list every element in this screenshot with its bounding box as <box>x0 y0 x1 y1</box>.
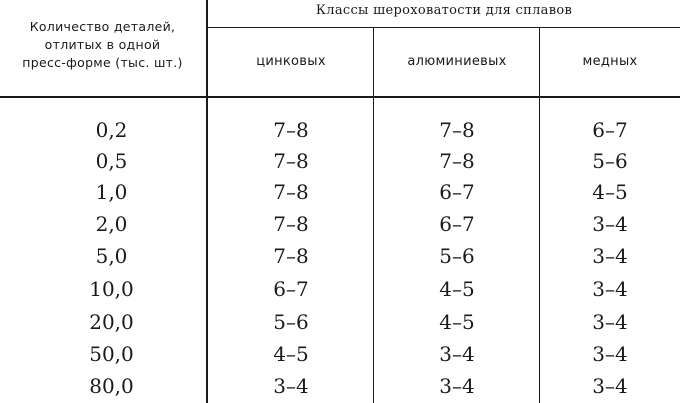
copper-cell: 3–4 <box>592 244 628 268</box>
zinc-cell: 4–5 <box>273 342 309 366</box>
quantity-cell: 50,0 <box>89 342 134 366</box>
roughness-group-header: Классы шероховатости для сплавов <box>315 3 573 18</box>
copper-cell: 3–4 <box>592 310 628 334</box>
table-row <box>0 208 680 240</box>
copper-cell: 5–6 <box>592 149 628 173</box>
quantity-header-line-1: Количество деталей, <box>29 19 176 34</box>
table-row <box>0 240 680 272</box>
zinc-cell: 7–8 <box>273 244 309 268</box>
aluminum-cell: 5–6 <box>439 244 475 268</box>
copper-cell: 4–5 <box>592 180 628 204</box>
table-row <box>0 273 680 305</box>
quantity-cell: 0,2 <box>95 118 128 142</box>
aluminum-cell: 6–7 <box>439 180 475 204</box>
copper-cell: 6–7 <box>592 118 628 142</box>
copper-cell: 3–4 <box>592 342 628 366</box>
table-row <box>0 145 680 177</box>
quantity-column-header <box>0 18 205 72</box>
table-row <box>0 176 680 208</box>
zinc-cell: 7–8 <box>273 118 309 142</box>
copper-cell: 3–4 <box>592 374 628 398</box>
quantity-cell: 5,0 <box>95 244 128 268</box>
header-bottom-rule <box>0 96 680 98</box>
aluminum-cell: 7–8 <box>439 149 475 173</box>
quantity-header-line-3: пресс-форме (тыс. шт.) <box>22 55 183 70</box>
zinc-cell: 6–7 <box>273 277 309 301</box>
quantity-cell: 80,0 <box>89 374 134 398</box>
quantity-header-line-2: отлитых в одной <box>44 37 161 52</box>
copper-column-header: медных <box>582 54 638 69</box>
aluminum-cell: 7–8 <box>439 118 475 142</box>
aluminum-cell: 3–4 <box>439 374 475 398</box>
aluminum-cell: 6–7 <box>439 212 475 236</box>
group-header-rule <box>207 27 680 28</box>
quantity-cell: 20,0 <box>89 310 134 334</box>
quantity-cell: 1,0 <box>95 180 128 204</box>
quantity-cell: 2,0 <box>95 212 128 236</box>
table-row <box>0 306 680 338</box>
aluminum-cell: 3–4 <box>439 342 475 366</box>
zinc-cell: 5–6 <box>273 310 309 334</box>
table-row <box>0 338 680 370</box>
table-row <box>0 114 680 146</box>
quantity-cell: 0,5 <box>95 149 128 173</box>
aluminum-cell: 4–5 <box>439 310 475 334</box>
copper-cell: 3–4 <box>592 277 628 301</box>
zinc-cell: 3–4 <box>273 374 309 398</box>
zinc-cell: 7–8 <box>273 180 309 204</box>
aluminum-cell: 4–5 <box>439 277 475 301</box>
quantity-cell: 10,0 <box>89 277 134 301</box>
zinc-cell: 7–8 <box>273 149 309 173</box>
copper-cell: 3–4 <box>592 212 628 236</box>
aluminum-column-header: алюминиевых <box>407 54 507 69</box>
zinc-cell: 7–8 <box>273 212 309 236</box>
table-row <box>0 370 680 402</box>
zinc-column-header: цинковых <box>256 54 326 69</box>
